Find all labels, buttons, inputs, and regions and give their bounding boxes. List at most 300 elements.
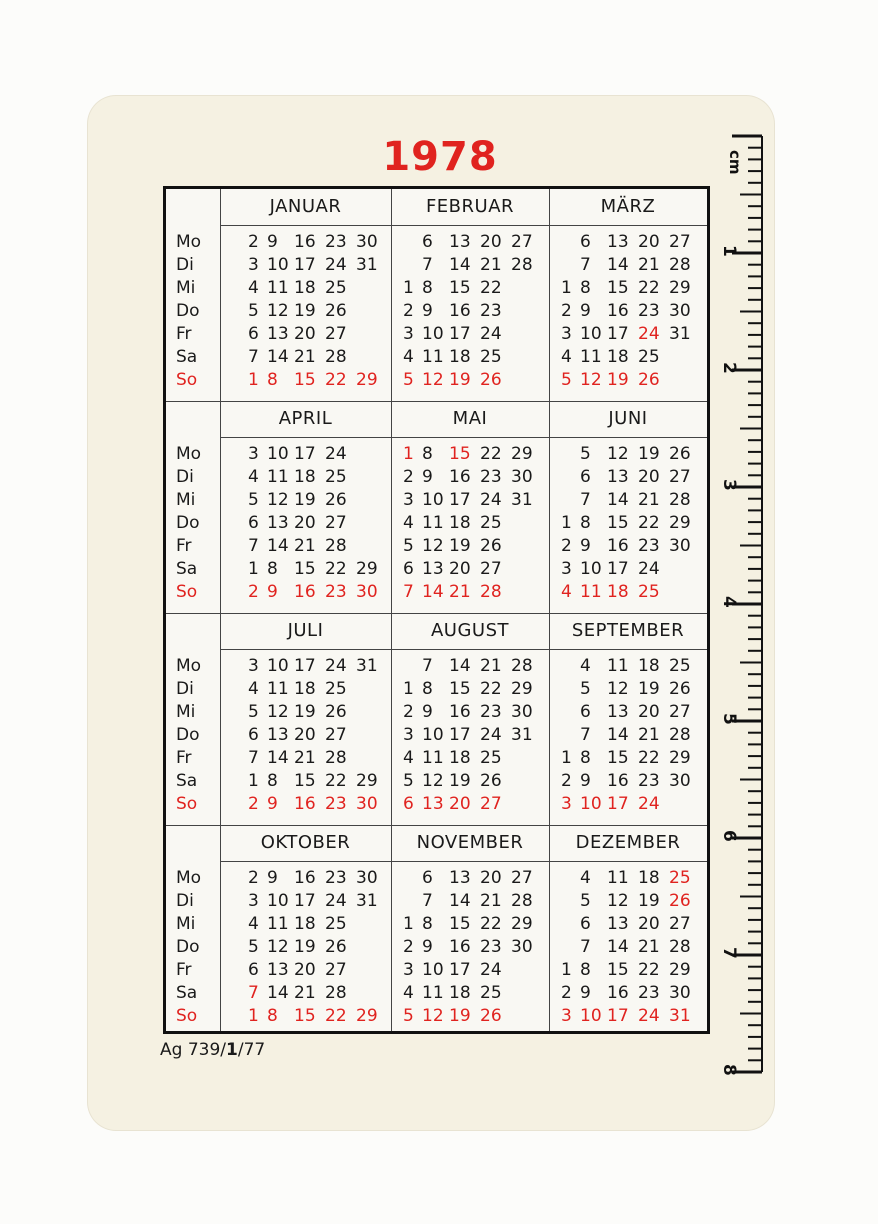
- day-number: 4: [580, 656, 591, 676]
- day-number: 23: [480, 937, 502, 957]
- day-number: 30: [356, 868, 378, 888]
- day-number: 2: [403, 301, 414, 321]
- day-number: 1: [248, 370, 259, 390]
- calendar-year: 1978: [382, 134, 498, 180]
- day-number: 4: [403, 513, 414, 533]
- day-number: 23: [638, 301, 660, 321]
- day-number: 4: [561, 582, 572, 602]
- day-number: 23: [638, 983, 660, 1003]
- day-number: 13: [607, 232, 629, 252]
- day-number: 22: [325, 559, 347, 579]
- day-number: 10: [580, 794, 602, 814]
- day-number: 14: [607, 725, 629, 745]
- day-number: 25: [480, 748, 502, 768]
- day-number: 30: [669, 301, 691, 321]
- day-number: 5: [248, 490, 259, 510]
- day-number: 5: [403, 370, 414, 390]
- day-number: 19: [638, 444, 660, 464]
- weekday-label: Mo: [176, 868, 202, 888]
- day-number: 4: [403, 983, 414, 1003]
- weekday-label: Sa: [176, 347, 198, 367]
- day-number: 14: [267, 347, 289, 367]
- day-number: 6: [403, 794, 414, 814]
- day-number: 17: [449, 725, 471, 745]
- day-number: 27: [669, 914, 691, 934]
- day-number: 12: [422, 771, 444, 791]
- day-number: 26: [480, 1006, 502, 1026]
- day-number: 28: [325, 748, 347, 768]
- day-number: 22: [638, 278, 660, 298]
- day-number: 7: [580, 490, 591, 510]
- day-number: 19: [607, 370, 629, 390]
- day-number: 20: [294, 324, 316, 344]
- month-name: JUNI: [608, 408, 648, 429]
- day-number: 23: [638, 536, 660, 556]
- day-number: 2: [248, 794, 259, 814]
- day-number: 12: [267, 937, 289, 957]
- day-number: 19: [449, 1006, 471, 1026]
- day-number: 12: [267, 490, 289, 510]
- day-number: 3: [248, 255, 259, 275]
- day-number: 12: [607, 891, 629, 911]
- day-number: 28: [669, 490, 691, 510]
- weekday-label: Do: [176, 301, 200, 321]
- day-number: 16: [607, 301, 629, 321]
- day-number: 7: [248, 748, 259, 768]
- day-number: 18: [449, 347, 471, 367]
- day-number: 2: [403, 937, 414, 957]
- day-number: 27: [669, 467, 691, 487]
- day-number: 24: [325, 891, 347, 911]
- day-number: 9: [267, 794, 278, 814]
- day-number: 22: [480, 679, 502, 699]
- day-number: 11: [267, 467, 289, 487]
- day-number: 11: [267, 679, 289, 699]
- weekday-label: Sa: [176, 771, 198, 791]
- day-number: 3: [248, 444, 259, 464]
- day-number: 9: [422, 937, 433, 957]
- day-number: 28: [669, 725, 691, 745]
- day-number: 24: [638, 324, 660, 344]
- day-number: 28: [325, 983, 347, 1003]
- ruler-cm-label: 8: [719, 1064, 739, 1076]
- weekday-label: Mi: [176, 914, 196, 934]
- day-number: 28: [669, 937, 691, 957]
- day-number: 22: [638, 513, 660, 533]
- day-number: 11: [267, 278, 289, 298]
- day-number: 8: [580, 960, 591, 980]
- day-number: 20: [449, 559, 471, 579]
- day-number: 11: [422, 347, 444, 367]
- day-number: 22: [325, 1006, 347, 1026]
- day-number: 27: [669, 702, 691, 722]
- day-number: 17: [294, 255, 316, 275]
- day-number: 21: [638, 937, 660, 957]
- day-number: 21: [294, 536, 316, 556]
- day-number: 14: [267, 983, 289, 1003]
- day-number: 23: [325, 794, 347, 814]
- day-number: 24: [480, 490, 502, 510]
- day-number: 30: [511, 702, 533, 722]
- day-number: 9: [580, 771, 591, 791]
- day-number: 1: [248, 771, 259, 791]
- day-number: 20: [294, 513, 316, 533]
- day-number: 17: [294, 891, 316, 911]
- day-number: 26: [325, 702, 347, 722]
- month-name: JANUAR: [269, 196, 342, 217]
- month-name: OKTOBER: [260, 832, 351, 853]
- day-number: 1: [403, 444, 414, 464]
- day-number: 15: [294, 1006, 316, 1026]
- day-number: 19: [294, 937, 316, 957]
- day-number: 4: [248, 679, 259, 699]
- day-number: 16: [607, 536, 629, 556]
- month-name: DEZEMBER: [575, 832, 681, 853]
- day-number: 1: [561, 748, 572, 768]
- weekday-label: So: [176, 794, 198, 814]
- day-number: 7: [248, 536, 259, 556]
- weekday-label: Sa: [176, 559, 198, 579]
- day-number: 20: [480, 868, 502, 888]
- day-number: 16: [294, 868, 316, 888]
- weekday-label: Mo: [176, 232, 202, 252]
- day-number: 14: [449, 891, 471, 911]
- day-number: 6: [248, 513, 259, 533]
- day-number: 11: [422, 983, 444, 1003]
- day-number: 22: [325, 771, 347, 791]
- day-number: 14: [607, 937, 629, 957]
- month-name: MÄRZ: [600, 196, 656, 217]
- day-number: 7: [580, 725, 591, 745]
- day-number: 13: [267, 324, 289, 344]
- day-number: 26: [669, 891, 691, 911]
- day-number: 10: [422, 960, 444, 980]
- day-number: 20: [638, 702, 660, 722]
- day-number: 5: [248, 937, 259, 957]
- day-number: 19: [449, 771, 471, 791]
- day-number: 27: [325, 324, 347, 344]
- day-number: 19: [638, 679, 660, 699]
- day-number: 19: [294, 702, 316, 722]
- day-number: 23: [325, 232, 347, 252]
- day-number: 25: [325, 467, 347, 487]
- day-number: 8: [422, 444, 433, 464]
- day-number: 19: [449, 536, 471, 556]
- day-number: 26: [480, 370, 502, 390]
- day-number: 27: [480, 794, 502, 814]
- weekday-label: Mi: [176, 702, 196, 722]
- day-number: 17: [294, 656, 316, 676]
- day-number: 10: [267, 656, 289, 676]
- day-number: 26: [669, 444, 691, 464]
- day-number: 3: [403, 324, 414, 344]
- day-number: 13: [607, 467, 629, 487]
- day-number: 6: [580, 702, 591, 722]
- day-number: 20: [638, 232, 660, 252]
- day-number: 7: [422, 656, 433, 676]
- day-number: 25: [480, 347, 502, 367]
- day-number: 1: [248, 559, 259, 579]
- day-number: 25: [669, 868, 691, 888]
- day-number: 9: [422, 702, 433, 722]
- day-number: 9: [267, 232, 278, 252]
- day-number: 1: [561, 513, 572, 533]
- day-number: 31: [669, 1006, 691, 1026]
- month-header-underline: [220, 225, 707, 226]
- day-number: 18: [607, 582, 629, 602]
- day-number: 17: [607, 559, 629, 579]
- day-number: 26: [325, 301, 347, 321]
- ruler-unit-label: cm: [726, 150, 744, 175]
- day-number: 17: [607, 324, 629, 344]
- day-number: 6: [403, 559, 414, 579]
- day-number: 31: [356, 656, 378, 676]
- day-number: 2: [561, 771, 572, 791]
- weekday-label: Fr: [176, 748, 192, 768]
- ruler-cm-label: 3: [719, 479, 739, 491]
- day-number: 5: [248, 702, 259, 722]
- day-number: 22: [325, 370, 347, 390]
- day-number: 1: [561, 278, 572, 298]
- day-number: 18: [449, 983, 471, 1003]
- day-number: 2: [403, 467, 414, 487]
- day-number: 16: [449, 301, 471, 321]
- day-number: 27: [669, 232, 691, 252]
- day-number: 27: [325, 725, 347, 745]
- day-number: 13: [267, 725, 289, 745]
- day-number: 11: [607, 868, 629, 888]
- day-number: 15: [449, 914, 471, 934]
- weekday-label: Sa: [176, 983, 198, 1003]
- ruler-cm-label: 1: [719, 245, 739, 257]
- day-number: 8: [422, 278, 433, 298]
- print-code-suffix: /77: [237, 1040, 266, 1060]
- day-number: 13: [267, 513, 289, 533]
- ruler-cm-label: 2: [719, 362, 739, 374]
- day-number: 29: [669, 513, 691, 533]
- day-number: 25: [480, 983, 502, 1003]
- day-number: 25: [325, 278, 347, 298]
- day-number: 21: [449, 582, 471, 602]
- day-number: 5: [580, 444, 591, 464]
- day-number: 4: [403, 347, 414, 367]
- calendar-grid: [163, 186, 710, 1034]
- day-number: 2: [248, 582, 259, 602]
- day-number: 13: [607, 914, 629, 934]
- day-number: 18: [294, 278, 316, 298]
- weekday-label: Fr: [176, 324, 192, 344]
- day-number: 23: [480, 467, 502, 487]
- day-number: 14: [267, 536, 289, 556]
- day-number: 21: [480, 255, 502, 275]
- day-number: 6: [248, 324, 259, 344]
- day-number: 10: [580, 1006, 602, 1026]
- day-number: 11: [580, 347, 602, 367]
- day-number: 13: [449, 232, 471, 252]
- month-header-underline: [220, 649, 707, 650]
- day-number: 14: [607, 255, 629, 275]
- grid-vertical-divider: [220, 189, 221, 1031]
- month-header-underline: [220, 861, 707, 862]
- day-number: 1: [403, 914, 414, 934]
- day-number: 1: [561, 960, 572, 980]
- month-name: AUGUST: [430, 620, 510, 641]
- day-number: 27: [325, 960, 347, 980]
- day-number: 10: [580, 559, 602, 579]
- day-number: 17: [449, 490, 471, 510]
- day-number: 28: [669, 255, 691, 275]
- day-number: 12: [422, 536, 444, 556]
- weekday-label: Do: [176, 513, 200, 533]
- ruler-cm-label: 4: [719, 596, 739, 608]
- day-number: 5: [403, 771, 414, 791]
- day-number: 14: [607, 490, 629, 510]
- day-number: 24: [638, 1006, 660, 1026]
- day-number: 26: [325, 937, 347, 957]
- month-name: MAI: [452, 408, 488, 429]
- day-number: 12: [267, 301, 289, 321]
- weekday-label: Mi: [176, 490, 196, 510]
- day-number: 14: [449, 255, 471, 275]
- day-number: 8: [580, 278, 591, 298]
- day-number: 12: [580, 370, 602, 390]
- day-number: 5: [561, 370, 572, 390]
- day-number: 15: [294, 559, 316, 579]
- day-number: 21: [638, 255, 660, 275]
- day-number: 3: [561, 559, 572, 579]
- day-number: 7: [580, 937, 591, 957]
- day-number: 28: [480, 582, 502, 602]
- cm-ruler: [719, 128, 772, 1078]
- day-number: 12: [422, 1006, 444, 1026]
- weekday-label: Di: [176, 891, 194, 911]
- day-number: 14: [267, 748, 289, 768]
- day-number: 10: [422, 490, 444, 510]
- day-number: 15: [294, 370, 316, 390]
- day-number: 25: [325, 679, 347, 699]
- day-number: 7: [422, 891, 433, 911]
- day-number: 5: [403, 1006, 414, 1026]
- day-number: 8: [580, 513, 591, 533]
- month-name: APRIL: [278, 408, 333, 429]
- day-number: 28: [325, 536, 347, 556]
- day-number: 21: [638, 725, 660, 745]
- day-number: 18: [607, 347, 629, 367]
- day-number: 4: [248, 467, 259, 487]
- day-number: 3: [561, 794, 572, 814]
- day-number: 24: [480, 960, 502, 980]
- day-number: 18: [294, 914, 316, 934]
- day-number: 30: [356, 232, 378, 252]
- day-number: 6: [422, 232, 433, 252]
- day-number: 16: [294, 232, 316, 252]
- day-number: 27: [511, 868, 533, 888]
- weekday-label: Do: [176, 725, 200, 745]
- day-number: 12: [422, 370, 444, 390]
- day-number: 2: [403, 702, 414, 722]
- day-number: 18: [449, 748, 471, 768]
- day-number: 26: [325, 490, 347, 510]
- day-number: 6: [580, 232, 591, 252]
- day-number: 15: [449, 444, 471, 464]
- weekday-label: So: [176, 582, 198, 602]
- day-number: 3: [403, 490, 414, 510]
- day-number: 18: [294, 467, 316, 487]
- day-number: 7: [248, 983, 259, 1003]
- day-number: 15: [449, 278, 471, 298]
- day-number: 9: [580, 983, 591, 1003]
- weekday-label: Di: [176, 467, 194, 487]
- day-number: 21: [638, 490, 660, 510]
- day-number: 13: [449, 868, 471, 888]
- day-number: 11: [607, 656, 629, 676]
- day-number: 6: [580, 467, 591, 487]
- day-number: 20: [638, 467, 660, 487]
- day-number: 16: [449, 937, 471, 957]
- day-number: 24: [325, 255, 347, 275]
- day-number: 15: [294, 771, 316, 791]
- print-code-bold: 1: [226, 1040, 238, 1060]
- day-number: 3: [248, 891, 259, 911]
- day-number: 20: [449, 794, 471, 814]
- day-number: 15: [607, 278, 629, 298]
- day-number: 23: [325, 582, 347, 602]
- day-number: 29: [669, 960, 691, 980]
- day-number: 29: [669, 748, 691, 768]
- day-number: 4: [248, 914, 259, 934]
- day-number: 16: [294, 582, 316, 602]
- day-number: 12: [607, 444, 629, 464]
- day-number: 24: [480, 324, 502, 344]
- day-number: 21: [480, 656, 502, 676]
- month-name: FEBRUAR: [425, 196, 515, 217]
- day-number: 18: [638, 656, 660, 676]
- day-number: 23: [325, 868, 347, 888]
- day-number: 29: [511, 914, 533, 934]
- grid-vertical-divider: [549, 189, 550, 1031]
- day-number: 30: [511, 467, 533, 487]
- day-number: 29: [356, 1006, 378, 1026]
- day-number: 31: [511, 725, 533, 745]
- day-number: 11: [422, 748, 444, 768]
- day-number: 19: [449, 370, 471, 390]
- weekday-label: So: [176, 1006, 198, 1026]
- weekday-label: Di: [176, 255, 194, 275]
- weekday-label: Mi: [176, 278, 196, 298]
- day-number: 29: [356, 559, 378, 579]
- day-number: 8: [267, 771, 278, 791]
- day-number: 16: [449, 702, 471, 722]
- day-number: 9: [267, 582, 278, 602]
- day-number: 8: [422, 679, 433, 699]
- day-number: 18: [449, 513, 471, 533]
- day-number: 5: [248, 301, 259, 321]
- day-number: 25: [325, 914, 347, 934]
- day-number: 12: [267, 702, 289, 722]
- day-number: 17: [607, 1006, 629, 1026]
- weekday-label: Fr: [176, 536, 192, 556]
- day-number: 15: [607, 748, 629, 768]
- day-number: 9: [580, 536, 591, 556]
- day-number: 16: [607, 771, 629, 791]
- day-number: 9: [422, 301, 433, 321]
- day-number: 10: [267, 891, 289, 911]
- day-number: 8: [267, 1006, 278, 1026]
- day-number: 27: [325, 513, 347, 533]
- day-number: 3: [561, 324, 572, 344]
- day-number: 11: [267, 914, 289, 934]
- day-number: 31: [356, 255, 378, 275]
